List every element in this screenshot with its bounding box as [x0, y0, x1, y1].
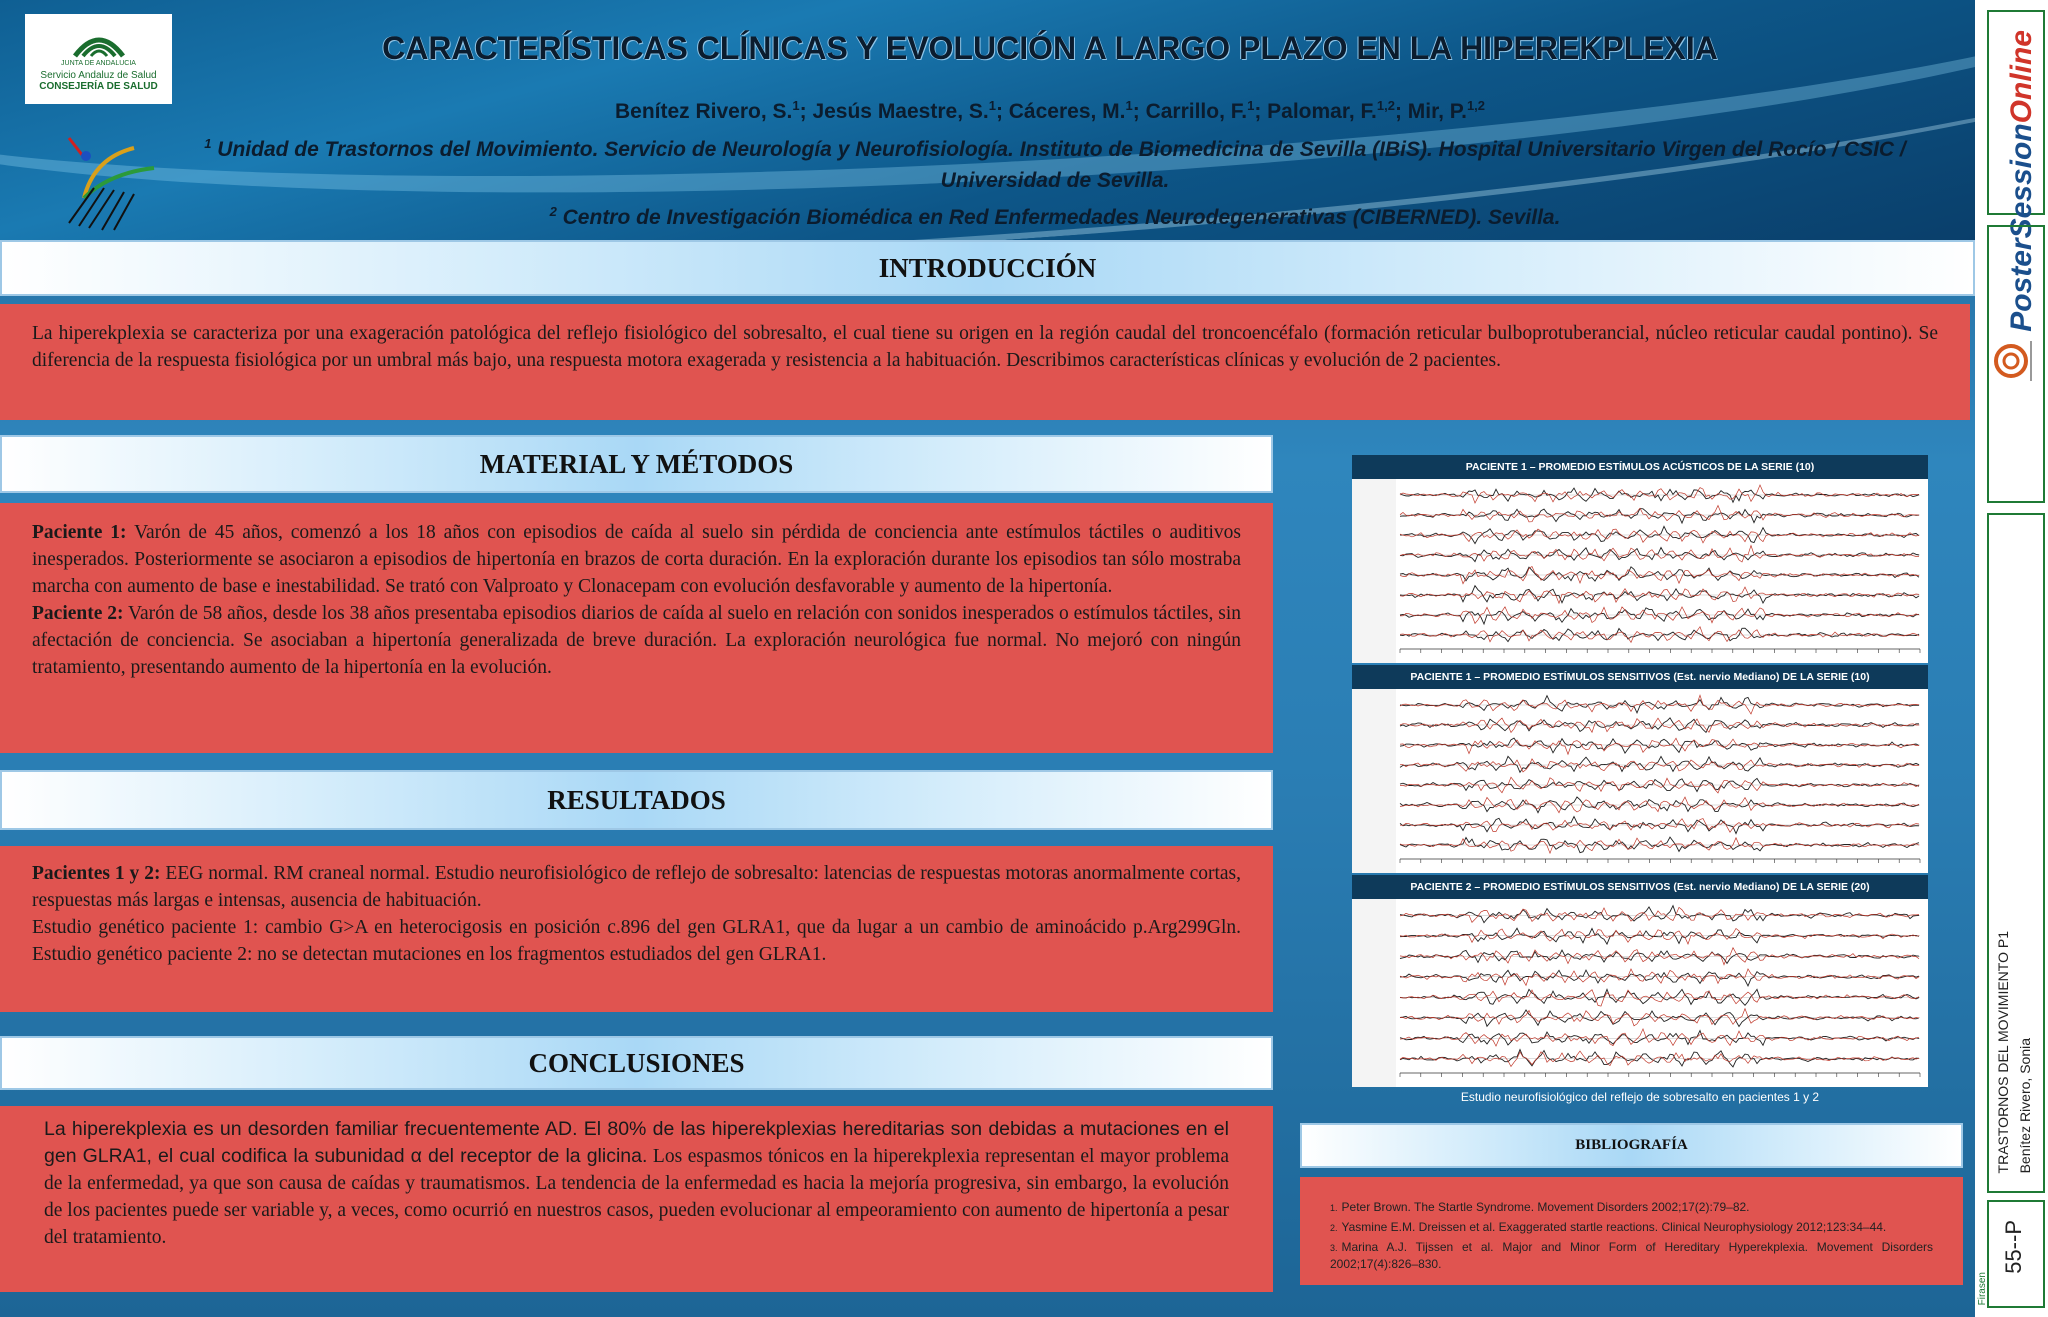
- figure-panel-3: [1352, 875, 1928, 1087]
- resultados-text-2: Estudio genético paciente 1: cambio G>A en heterocigosis en posición c.896 del gen GLRA1, que da lugar a un cambio de aminoácido p.Arg299Gln. Estudio genético paciente 2: no se detectan mutaciones en los fragmentos estudiados del gen GLRA1.: [32, 917, 1241, 965]
- author-list: Benítez Rivero, S.$^1$; Jesús Maestre, S.$^1$; Cáceres, M.$^1$; Carrillo, F.$^1$; Palomar, F.$^{1,2}$; Mir, P.$^{1,2}$: [614, 98, 1486, 123]
- logo-line1: JUNTA DE ANDALUCIA: [61, 60, 136, 67]
- paciente-1-label: Paciente 1:: [32, 522, 127, 543]
- author-affil-sup: 1: [792, 98, 800, 113]
- brand-text-online: Online: [2005, 30, 2038, 124]
- bibliografia-item: [1330, 1219, 1933, 1236]
- paciente-1-paragraph: [32, 519, 1241, 600]
- figure-caption: Estudio neurofisiológico del reflejo de sobresalto en pacientes 1 y 2: [1460, 1090, 1820, 1104]
- emg-trace: [1400, 738, 1919, 754]
- sidebar-brand-frame: [1987, 10, 2045, 332]
- emg-trace: [1400, 1031, 1919, 1046]
- neurophysiology-figure: [1352, 455, 1928, 1087]
- affil-sup: 1: [204, 136, 212, 151]
- resultados-heading: RESULTADOS: [0, 770, 1273, 830]
- bibliografia-box: [1300, 1177, 1963, 1285]
- bibliografia-number: 2.: [1330, 1223, 1338, 1233]
- bibliografia-list: [1330, 1199, 1933, 1272]
- conclusiones-text-sans: La hiperekplexia es un desorden familiar frecuentemente AD. El 80% de las hiperekplexias hereditarias son debidas a mutaciones en el gen GLRA1, el cual codifica la subunidad α del receptor de la glicina.: [44, 1118, 1229, 1167]
- emg-trace: [1400, 1010, 1919, 1027]
- introduccion-heading: INTRODUCCIÓN: [0, 240, 1975, 296]
- resultados-box: [0, 846, 1273, 1012]
- affiliation-1: [170, 128, 1940, 196]
- conclusiones-text-serif: Los espasmos tónicos en la hiperekplexia representan el mayor problema de la enfermedad, ya que son causa de caídas y traumatismos. La tendencia de la enfermedad es hacia la mejoría progresiva, sin embargo, la evolución de los pacientes puede ser variable y, a veces, como ocurrió en nuestros casos, pueden evolucionar al empeoramiento con aumento de hipertonía a pesar del tratamiento.: [44, 1146, 1229, 1248]
- emg-trace: [1400, 819, 1919, 833]
- resultados-text-1: EEG normal. RM craneal normal. Estudio neurofisiológico de reflejo de sobresalto: latencias de respuestas motoras anormalmente cortas, respuestas más largas e intensas, ausencia de habituación.: [32, 863, 1242, 911]
- emg-trace: [1400, 906, 1919, 923]
- sidebar-category: TRASTORNOS DEL MOVIMIENTO P1: [1995, 930, 2011, 1173]
- conclusiones-paragraph: [44, 1116, 1229, 1251]
- emg-trace: [1400, 969, 1919, 986]
- figure-panel-title: PACIENTE 2 – PROMEDIO ESTÍMULOS SENSITIVOS (Est. nervio Mediano) DE LA SERIE (20): [1352, 875, 1928, 899]
- bibliografia-heading: BIBLIOGRAFÍA: [1300, 1123, 1963, 1168]
- emg-trace: [1400, 1009, 1919, 1026]
- paciente-2-text: Varón de 58 años, desde los 38 años presentaba episodios diarios de caída al suelo en relación con sonidos inesperados o estímulos táctiles, sin afectación de conciencia. Se asociaban a hipertonía generalizada de breve duración. La exploración neurológica fue normal. No mejoró con ningún tratamiento, presentando aumento de la hipertonía en la evolución.: [32, 603, 1241, 678]
- logo-line2: Servicio Andaluz de Salud: [40, 70, 157, 81]
- bibliografia-text: Yasmine E.M. Dreissen et al. Exaggerated startle reactions. Clinical Neurophysiology 2012;123:34–44.: [1341, 1220, 1887, 1234]
- figure-panel-1: [1352, 455, 1928, 663]
- paciente-1-text: Varón de 45 años, comenzó a los 18 años con episodios de caída al suelo sin pérdida de conciencia ante estímulos táctiles o auditivos inesperados. Posteriormente se asociaron a episodios de hipertonía en brazos de corta duración. En la exploración durante los episodios tan sólo mostraba marcha con aumento de base e inestabilidad. Se trató con Valproato y Clonacepam con evolución desfavorable y aumento de la hipertonía.: [32, 522, 1241, 597]
- bibliografia-number: 3.: [1330, 1243, 1338, 1253]
- conclusiones-box: [0, 1106, 1273, 1292]
- author-name: Jesús Maestre, S.: [812, 100, 989, 123]
- figure-panel-2: [1352, 665, 1928, 873]
- brand-text-session: Session: [2005, 123, 2038, 239]
- junta-andalucia-logo: [25, 14, 172, 104]
- junta-arc-icon: [71, 30, 127, 58]
- introduccion-box: [0, 304, 1970, 420]
- sidebar-logo-frame: [1987, 225, 2045, 503]
- author-affil-sup: 1: [1247, 98, 1255, 113]
- emg-trace: [1400, 485, 1919, 503]
- figure-panel-title: PACIENTE 1 – PROMEDIO ESTÍMULOS SENSITIVOS (Est. nervio Mediano) DE LA SERIE (10): [1352, 665, 1928, 689]
- society-logo-icon: [1993, 333, 2039, 389]
- bibliografia-number: 1.: [1330, 1203, 1338, 1213]
- sidebar-footer: Firasen: [1977, 1272, 1988, 1306]
- affil-sup: 2: [549, 204, 557, 219]
- affiliation-2: [170, 196, 1940, 233]
- emg-trace: [1400, 509, 1919, 523]
- author-name: Palomar, F.: [1267, 100, 1377, 123]
- trace-label-column: [1352, 899, 1396, 1087]
- emg-traces-panel-3: [1352, 899, 1928, 1087]
- affiliation-1-text: Unidad de Trastornos del Movimiento. Servicio de Neurología y Neurofisiología. Instituto de Biomedicina de Sevilla (IBiS). Hospital Universitario Virgen del Rocío / CSIC / Universidad de Sevilla.: [217, 138, 1906, 192]
- author-affil-sup: 1,2: [1376, 98, 1395, 113]
- emg-trace: [1400, 759, 1919, 772]
- paciente-2-paragraph: [32, 600, 1241, 681]
- emg-traces-panel-1: [1352, 479, 1928, 663]
- metodos-box: [0, 503, 1273, 753]
- affiliation-2-text: Centro de Investigación Biomédica en Red Enfermedades Neurodegenerativas (CIBERNED). Sevilla.: [562, 206, 1561, 229]
- sidebar-author: Benítez Rivero, Sonia: [2017, 1037, 2033, 1173]
- emg-trace: [1400, 695, 1919, 714]
- poster-header: [0, 0, 1975, 240]
- introduccion-text: La hiperekplexia se caracteriza por una exageración patológica del reflejo fisiológico del sobresalto, el cual tiene su origen en la región caudal del troncoencéfalo (formación reticular bulboprotuberancial, núcleo reticular caudal pontino). Se diferencia de la respuesta fisiológica por un umbral más bajo, una respuesta motora exagerada y resistencia a la habituación. Describimos características clínicas y evolución de 2 pacientes.: [32, 323, 1938, 371]
- author-name: Mir, P.: [1407, 100, 1467, 123]
- bibliografia-item: [1330, 1239, 1933, 1272]
- conclusiones-heading: CONCLUSIONES: [0, 1036, 1273, 1090]
- figure-panel-title: PACIENTE 1 – PROMEDIO ESTÍMULOS ACÚSTICOS DE LA SERIE (10): [1352, 455, 1928, 479]
- poster-code: 55--P: [2001, 1220, 2026, 1274]
- emg-trace: [1400, 567, 1919, 581]
- logo-line3: CONSEJERÍA DE SALUD: [39, 81, 158, 92]
- institute-emblem-icon: [64, 118, 174, 233]
- emg-trace: [1400, 627, 1919, 643]
- emg-trace: [1400, 696, 1919, 713]
- resultados-label: Pacientes 1 y 2:: [32, 863, 161, 884]
- affiliations: [170, 128, 1940, 233]
- author-affil-sup: 1: [988, 98, 996, 113]
- poster-session-sidebar: [1975, 0, 2048, 1317]
- brand-text-poster: Poster: [2005, 238, 2038, 332]
- author-name: Carrillo, F.: [1145, 100, 1248, 123]
- emg-traces-panel-2: [1352, 689, 1928, 873]
- paciente-2-label: Paciente 2:: [32, 603, 124, 624]
- sidebar-code-frame: [1977, 1200, 2045, 1308]
- emg-trace: [1400, 738, 1919, 753]
- emg-trace: [1400, 529, 1919, 543]
- emg-trace: [1400, 546, 1919, 563]
- trace-label-column: [1352, 479, 1396, 663]
- emg-trace: [1400, 907, 1919, 922]
- author-affil-sup: 1,2: [1466, 98, 1486, 113]
- author-name: Benítez Rivero, S.: [614, 100, 793, 123]
- sidebar-info-frame: [1987, 513, 2045, 1193]
- author-name: Cáceres, M.: [1008, 100, 1126, 123]
- emg-trace: [1400, 756, 1919, 772]
- trace-label-column: [1352, 689, 1396, 873]
- resultados-paragraph-1: [32, 860, 1241, 914]
- bibliografia-item: [1330, 1199, 1933, 1216]
- metodos-heading: MATERIAL Y MÉTODOS: [0, 435, 1273, 493]
- author-affil-sup: 1: [1125, 98, 1133, 113]
- poster-title: CARACTERÍSTICAS CLÍNICAS Y EVOLUCIÓN A LARGO PLAZO EN LA HIPEREKPLEXIA: [382, 30, 1718, 66]
- bibliografia-text: Marina A.J. Tijssen et al. Major and Minor Form of Hereditary Hyperekplexia. Movement Disorders 2002;17(4):826–830.: [1330, 1240, 1933, 1271]
- bibliografia-text: Peter Brown. The Startle Syndrome. Movement Disorders 2002;17(2):79–82.: [1341, 1200, 1750, 1214]
